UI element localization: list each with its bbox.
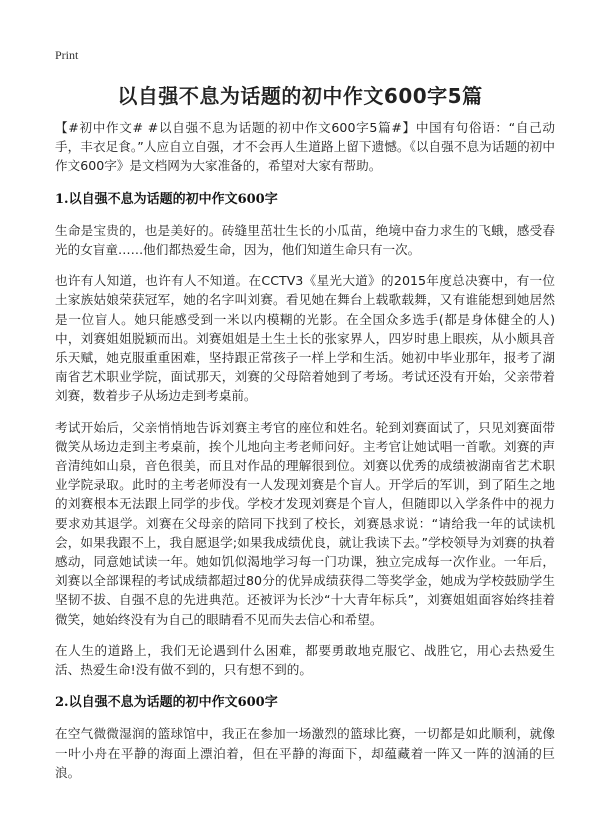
paragraph: 也许有人知道，也许有人不知道。在CCTV3《星光大道》的2015年度总决赛中，有一位土家族姑娘荣获冠军，她的名字叫刘赛。看见她在舞台上载歌载舞，又有谁能想到她居然是一位盲人。她只能感受到一米以内模糊的光影。在全国众多选手(都是身体健全的人)中，刘赛姐姐脱颖而出。刘赛姐姐是土生土长的张家界人，四岁时患上眼疾，从小颇具音乐天赋，她克服重重困难，坚持跟正常孩子一样上学和生活。她初中毕业那年，报考了湖南省艺术职业学院，面试那天，刘赛的父母陪着她到了考场。考试还没有开始，父亲带着刘赛，数着步子从场边走到考桌前。 — [55, 273, 555, 404]
paragraph: 在人生的道路上，我们无论遇到什么困难，都要勇敢地克服它、战胜它，用心去热爱生活、热爱生命!没有做不到的，只有想不到的。 — [55, 642, 555, 678]
paragraph: 考试开始后，父亲悄悄地告诉刘赛主考官的座位和姓名。轮到刘赛面试了，只见刘赛面带微笑从场边走到主考桌前，挨个儿地向主考老师问好。主考官让她试唱一首歌。刘赛的声音清纯如山泉，音色很美，而且对作品的理解很到位。刘赛以优秀的成绩被湖南省艺术职业学院录取。此时的主考老师没有一人发现刘赛是个盲人。开学后的军训，到了陌生之地的刘赛根本无法跟上同学的步伐。学校才发现刘赛是个盲人，但随即以入学条件中的视力要求劝其退学。刘赛在父母亲的陪同下找到了校长，刘赛恳求说：“请给我一年的试读机会，如果我跟不上，我自愿退学;如果我成绩优良，就让我读下去。”学校领导为刘赛的执着感动，同意她试读一年。她如饥似渴地学习每一门功课，独立完成每一次作业。一年后，刘赛以全部课程的考试成绩都超过80分的优异成绩获得二等奖学金，她成为学校鼓励学生坚韧不拔、自强不息的先进典范。还被评为长沙“十大青年标兵”，刘赛姐姐面容始终挂着微笑，她始终没有为自己的眼睛看不见而失去信心和希望。 — [55, 419, 555, 627]
page-title: 以自强不息为话题的初中作文600字5篇 — [117, 84, 483, 108]
paragraph: 生命是宝贵的，也是美好的。砖缝里茁壮生长的小瓜苗，绝境中奋力求生的飞蛾，感受春光的女盲童……他们都热爱生命，因为，他们知道生命只有一次。 — [55, 222, 555, 258]
print-link[interactable]: Print — [55, 48, 79, 62]
intro-paragraph: 【#初中作文# #以自强不息为话题的初中作文600字5篇#】中国有句俗语：“自己动手，丰衣足食。”人应自立自强，才不会再人生道路上留下遗憾。《以自强不息为话题的初中作文600字》是文档网为大家准备的，希望对大家有帮助。 — [55, 120, 555, 174]
article-body — [55, 118, 555, 794]
section-2-heading: 2.以自强不息为话题的初中作文600字 — [55, 695, 278, 711]
paragraph: 在空气微微湿润的篮球馆中，我正在参加一场激烈的篮球比赛，一切都是如此顺利，就像一叶小舟在平静的海面上漂泊着，但在平静的海面下，却蕴藏着一阵又一阵的汹涌的巨浪。 — [55, 726, 555, 780]
section-1-heading: 1.以自强不息为话题的初中作文600字 — [55, 191, 278, 207]
